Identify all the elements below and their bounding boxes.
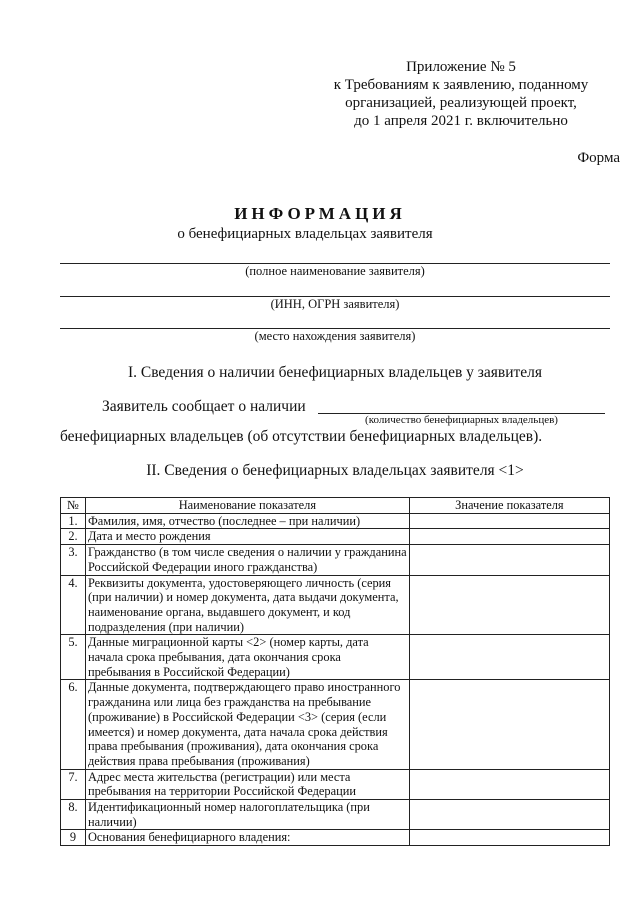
table-row — [61, 680, 610, 769]
row-value-cell[interactable] — [409, 800, 609, 830]
row-value-cell[interactable] — [409, 513, 609, 529]
table-header-row — [61, 498, 610, 514]
reports-text: Заявитель сообщает о наличии — [102, 398, 306, 415]
row-number: 6. — [61, 680, 86, 769]
appendix-header — [330, 58, 592, 130]
row-number: 1. — [61, 513, 86, 529]
row-number: 9 — [61, 830, 86, 846]
row-number: 2. — [61, 529, 86, 545]
appendix-line: организацией, реализующей проект, — [345, 95, 577, 111]
table-row — [61, 769, 610, 799]
table-row — [61, 513, 610, 529]
row-indicator: Дата и место рождения — [85, 529, 409, 545]
row-number: 8. — [61, 800, 86, 830]
row-indicator: Гражданство (в том числе сведения о наличии у гражданина Российской Федерации иного гражданства) — [85, 545, 409, 575]
row-indicator: Данные документа, подтверждающего право иностранного гражданина или лица без гражданства на пребывание (проживание) в Российской Федерации <3> (серия (если имеется) и номер документа, дата начала срока действия права пребывания (проживания), дата окончания срока действия права пребывания (проживания) — [85, 680, 409, 769]
table-row — [61, 575, 610, 635]
row-indicator: Фамилия, имя, отчество (последнее – при наличии) — [85, 513, 409, 529]
row-value-cell[interactable] — [409, 680, 609, 769]
table-row — [61, 635, 610, 680]
row-indicator: Реквизиты документа, удостоверяющего личность (серия (при наличии) и номер документа, дата выдачи документа, наименование органа, выдавшего документ, и код подразделения (при наличии) — [85, 575, 409, 635]
beneficiary-info-table — [60, 497, 610, 846]
row-number: 3. — [61, 545, 86, 575]
row-indicator: Идентификационный номер налогоплательщика (при наличии) — [85, 800, 409, 830]
column-header-indicator: Наименование показателя — [85, 498, 409, 514]
row-indicator: Основания бенефициарного владения: — [85, 830, 409, 846]
full-name-caption: (полное наименование заявителя) — [245, 264, 425, 278]
row-value-cell[interactable] — [409, 635, 609, 680]
row-number: 4. — [61, 575, 86, 635]
column-header-value: Значение показателя — [409, 498, 609, 514]
inn-ogrn-caption: (ИНН, ОГРН заявителя) — [270, 297, 400, 311]
row-value-cell[interactable] — [409, 769, 609, 799]
row-value-cell[interactable] — [409, 830, 609, 846]
column-header-number: № — [61, 498, 86, 514]
beneficiary-count-caption: (количество бенефициарных владельцев) — [365, 414, 558, 426]
row-value-cell[interactable] — [409, 529, 609, 545]
row-value-cell[interactable] — [409, 575, 609, 635]
beneficiary-continuation: бенефициарных владельцев (об отсутствии бенефициарных владельцев). — [60, 428, 543, 445]
row-indicator: Адрес места жительства (регистрации) или места пребывания на территории Российской Федерации — [85, 769, 409, 799]
row-number: 7. — [61, 769, 86, 799]
section-1-heading: I. Сведения о наличии бенефициарных владельцев у заявителя — [127, 364, 543, 381]
row-value-cell[interactable] — [409, 545, 609, 575]
table-row — [61, 545, 610, 575]
document-title: ИНФОРМАЦИЯ — [234, 204, 406, 223]
appendix-line: Приложение № 5 — [406, 59, 516, 75]
appendix-line: до 1 апреля 2021 г. включительно — [354, 113, 568, 129]
table-row — [61, 830, 610, 846]
document-subtitle: о бенефициарных владельцах заявителя — [177, 226, 433, 242]
appendix-line: к Требованиям к заявлению, поданному — [333, 77, 589, 93]
location-caption: (место нахождения заявителя) — [254, 329, 416, 343]
table-row — [61, 800, 610, 830]
row-number: 5. — [61, 635, 86, 680]
table-row — [61, 529, 610, 545]
section-2-heading: II. Сведения о бенефициарных владельцах заявителя <1> — [146, 462, 524, 479]
row-indicator: Данные миграционной карты <2> (номер карты, дата начала срока пребывания, дата окончания срока пребывания в Российской Федерации) — [85, 635, 409, 680]
form-label: Форма — [577, 150, 620, 166]
